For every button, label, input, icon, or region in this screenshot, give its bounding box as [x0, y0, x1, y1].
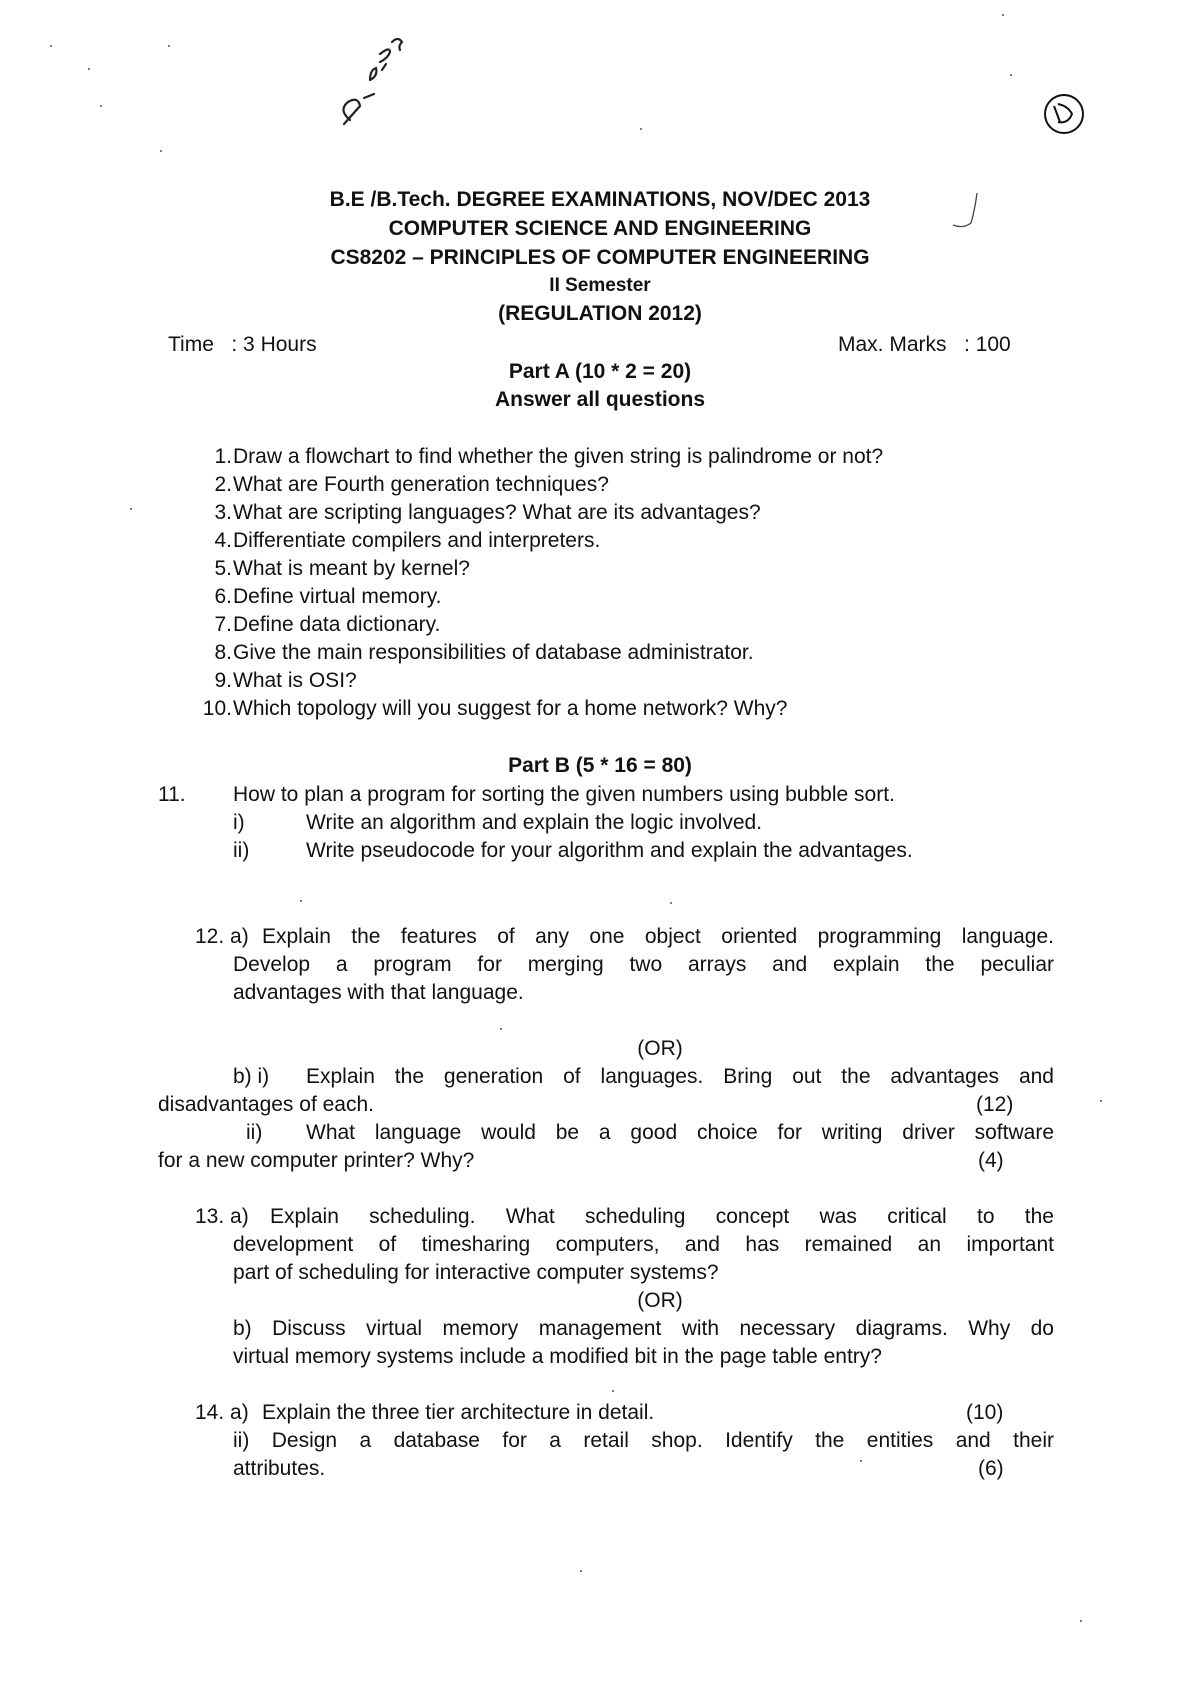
question-number: 8. [214, 641, 232, 664]
scan-speck [1010, 74, 1012, 76]
question-12b-i-line: disadvantages of each. [158, 1093, 374, 1116]
scan-speck [1080, 1620, 1082, 1622]
question-12b-i-line: Explain the generation of languages. Bring out the advantages and [306, 1065, 1054, 1088]
scan-speck [168, 45, 170, 47]
scan-speck [88, 68, 90, 70]
scan-speck [130, 508, 132, 510]
question-text: What is OSI? [233, 669, 357, 692]
scan-speck [670, 902, 672, 904]
scan-speck [300, 900, 302, 902]
scan-speck [1002, 14, 1004, 16]
question-number: 6. [214, 585, 232, 608]
question-11-sub-i-text: Write an algorithm and explain the logic involved. [306, 811, 763, 834]
question-text: Define data dictionary. [233, 613, 441, 636]
scan-speck [500, 1028, 502, 1030]
scan-speck [860, 1460, 862, 1462]
semester-label: II Semester [549, 275, 651, 296]
question-number: 1. [214, 445, 232, 468]
part-b-title: Part B (5 * 16 = 80) [508, 754, 692, 777]
question-text: Draw a flowchart to find whether the given string is palindrome or not? [233, 445, 884, 468]
question-text: What are Fourth generation techniques? [233, 473, 609, 496]
question-12a-line: Explain the features of any one object oriented programming language. [262, 925, 1054, 948]
question-text: Which topology will you suggest for a home network? Why? [233, 697, 788, 720]
question-text: What are scripting languages? What are its advantages? [233, 501, 761, 524]
question-12b-label: b) i) [233, 1065, 270, 1088]
question-13a-line: Explain scheduling. What scheduling concept was critical to the [270, 1205, 1054, 1228]
question-11-sub-i-label: i) [233, 811, 245, 834]
question-number: 4. [214, 529, 232, 552]
question-14-ii-line: attributes. [233, 1457, 326, 1480]
handwritten-date-annotation [330, 20, 430, 130]
question-13-or-separator: (OR) [637, 1289, 683, 1312]
exam-title: B.E /B.Tech. DEGREE EXAMINATIONS, NOV/DEC 2013 [329, 188, 871, 211]
question-12a-line: Develop a program for merging two arrays and explain the peculiar [233, 953, 1054, 976]
question-number: 5. [214, 557, 232, 580]
question-12b-ii-line: for a new computer printer? Why? [158, 1149, 475, 1172]
question-12b-ii-label: ii) [246, 1121, 263, 1144]
handwritten-date-text: 9/11/13 [330, 20, 334, 21]
question-12-or-separator: (OR) [637, 1037, 683, 1060]
question-12a-number: 12. a) [195, 925, 249, 948]
circled-mark-text: 10 [1040, 90, 1042, 91]
question-number: 7. [214, 613, 232, 636]
scan-speck [160, 150, 162, 152]
question-number: 2. [214, 473, 232, 496]
question-12b-ii-marks: (4) [978, 1149, 1004, 1172]
question-14-ii-marks: (6) [978, 1457, 1004, 1480]
question-14a-number: 14. a) [195, 1401, 249, 1424]
question-number: 10. [202, 697, 232, 720]
question-13b-line: virtual memory systems include a modified bit in the page table entry? [233, 1345, 882, 1368]
question-11-sub-ii-label: ii) [233, 839, 250, 862]
regulation-label: (REGULATION 2012) [498, 302, 702, 325]
question-13a-line: part of scheduling for interactive computer systems? [233, 1261, 719, 1284]
scan-speck [50, 45, 52, 47]
part-a-title: Part A (10 * 2 = 20) [508, 360, 692, 383]
question-12b-i-marks: (12) [976, 1093, 1014, 1116]
time-label: Time : 3 Hours [168, 333, 317, 356]
scan-speck [1100, 1100, 1102, 1102]
question-14a-marks: (10) [966, 1401, 1004, 1424]
question-13b-line: b) Discuss virtual memory management with necessary diagrams. Why do [233, 1317, 1054, 1340]
scan-speck [100, 105, 102, 107]
question-14-ii-line: ii) Design a database for a retail shop. Identify the entities and their [233, 1429, 1054, 1452]
question-11-sub-ii-text: Write pseudocode for your algorithm and explain the advantages. [306, 839, 913, 862]
question-text: Differentiate compilers and interpreters. [233, 529, 601, 552]
scan-speck [640, 128, 642, 130]
question-number: 3. [214, 501, 232, 524]
scan-speck [580, 1570, 582, 1572]
question-text: Give the main responsibilities of database administrator. [233, 641, 754, 664]
question-text: What is meant by kernel? [233, 557, 470, 580]
question-13a-line: development of timesharing computers, and has remained an important [233, 1233, 1054, 1256]
question-text: Define virtual memory. [233, 585, 442, 608]
question-number: 9. [214, 669, 232, 692]
department-title: COMPUTER SCIENCE AND ENGINEERING [388, 217, 812, 240]
question-14a-text: Explain the three tier architecture in detail. [262, 1401, 655, 1424]
max-marks-label: Max. Marks : 100 [838, 333, 1011, 356]
question-12a-line: advantages with that language. [233, 981, 524, 1004]
course-title: CS8202 – PRINCIPLES OF COMPUTER ENGINEERING [330, 246, 870, 269]
question-11-text: How to plan a program for sorting the given numbers using bubble sort. [233, 783, 895, 806]
part-a-instruction: Answer all questions [494, 388, 706, 411]
scan-speck [612, 1390, 614, 1392]
circled-mark-stamp [1040, 90, 1090, 140]
question-13a-number: 13. a) [195, 1205, 249, 1228]
question-11-number: 11. [158, 783, 186, 806]
question-12b-ii-line: What language would be a good choice for writing driver software [306, 1121, 1054, 1144]
